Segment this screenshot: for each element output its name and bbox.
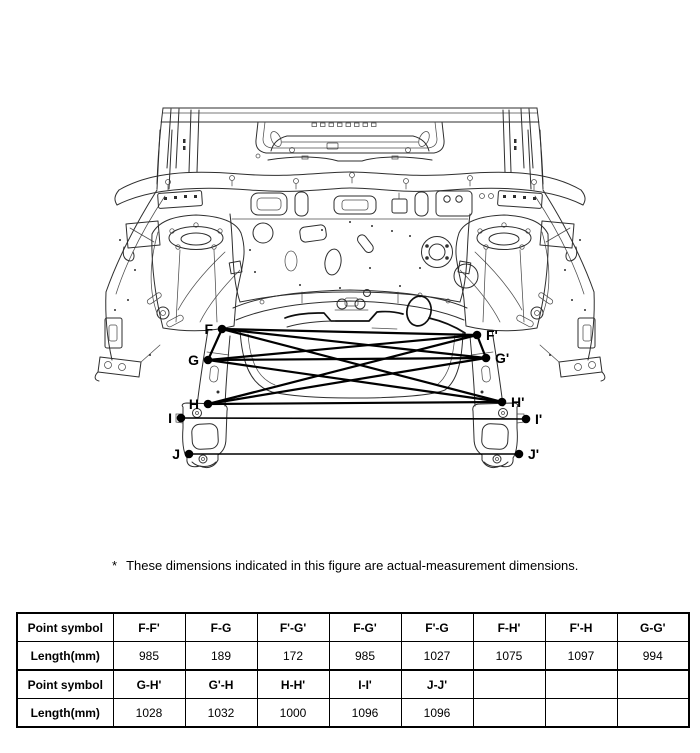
length-cell: 1075 (473, 642, 545, 671)
dimension-table-body (17, 613, 689, 727)
point-J-dot (185, 450, 194, 459)
point-Gp-dot (482, 354, 491, 363)
length-cell (545, 699, 617, 728)
row-header-cell: Point symbol (17, 613, 113, 642)
point-I-label: I (168, 410, 172, 426)
length-cell: 1028 (113, 699, 185, 728)
bumper-plate-left (176, 403, 227, 468)
point-symbol-cell: F-G (185, 613, 257, 642)
frame-rail-left (197, 330, 230, 406)
length-cell: 985 (329, 642, 401, 671)
length-cell: 1000 (257, 699, 329, 728)
point-Jp-label: J' (528, 446, 540, 462)
length-cell: 1097 (545, 642, 617, 671)
measure-line-G-Gp (208, 358, 486, 360)
measure-line-I-Ip (181, 418, 526, 419)
point-symbol-cell: F-H' (473, 613, 545, 642)
dimension-note (112, 557, 578, 574)
point-symbol-cell: G-G' (617, 613, 689, 642)
dimension-table-wrap (16, 612, 690, 728)
point-Gp-label: G' (495, 350, 510, 366)
point-G-label: G (188, 352, 199, 368)
point-symbol-cell: H-H' (257, 670, 329, 699)
point-Jp-dot (515, 450, 524, 459)
point-symbol-cell: G'-H (185, 670, 257, 699)
note-asterisk: * (112, 558, 118, 573)
table-row (17, 699, 689, 728)
dimension-table (16, 612, 690, 728)
row-header-cell: Point symbol (17, 670, 113, 699)
table-row (17, 670, 689, 699)
table-row (17, 642, 689, 671)
fender-apron-left (95, 130, 240, 381)
point-Fp-dot (473, 331, 482, 340)
point-symbol-cell: F'-G' (257, 613, 329, 642)
length-cell: 1027 (401, 642, 473, 671)
radiator-support (233, 290, 467, 321)
point-symbol-cell: F'-G (401, 613, 473, 642)
vent-row (251, 191, 494, 216)
point-Hp-label: H' (511, 394, 525, 410)
length-cell: 189 (185, 642, 257, 671)
point-symbol-cell: I-I' (329, 670, 401, 699)
row-header-cell: Length(mm) (17, 642, 113, 671)
point-symbol-cell: F-G' (329, 613, 401, 642)
point-H-label: H (188, 396, 199, 412)
point-G-dot (204, 356, 213, 365)
point-I-dot (177, 414, 186, 423)
point-symbol-cell: F-F' (113, 613, 185, 642)
length-cell (617, 699, 689, 728)
length-cell: 1096 (329, 699, 401, 728)
point-F-dot (218, 325, 227, 334)
length-cell: 985 (113, 642, 185, 671)
length-cell: 172 (257, 642, 329, 671)
length-cell: 1096 (401, 699, 473, 728)
point-symbol-cell (473, 670, 545, 699)
point-symbol-cell: F'-H (545, 613, 617, 642)
point-F-label: F (204, 321, 213, 337)
measurement-overlay (168, 321, 542, 462)
row-header-cell: Length(mm) (17, 699, 113, 728)
length-cell: 1032 (185, 699, 257, 728)
point-Hp-dot (498, 398, 507, 407)
length-cell: 994 (617, 642, 689, 671)
hood-lock-outline (285, 294, 465, 333)
point-symbol-cell: J-J' (401, 670, 473, 699)
point-Ip-label: I' (535, 411, 543, 427)
point-symbol-cell (545, 670, 617, 699)
point-symbol-cell (617, 670, 689, 699)
measure-line-H-Hp (208, 402, 502, 404)
point-J-label: J (172, 446, 180, 462)
table-row (17, 613, 689, 642)
point-H-dot (204, 400, 213, 409)
dash-panel (230, 214, 478, 302)
note-text: These dimensions indicated in this figure are actual-measurement dimensions. (126, 558, 579, 573)
point-Fp-label: F' (486, 327, 498, 343)
point-Ip-dot (522, 415, 531, 424)
point-symbol-cell: G-H' (113, 670, 185, 699)
length-cell (473, 699, 545, 728)
